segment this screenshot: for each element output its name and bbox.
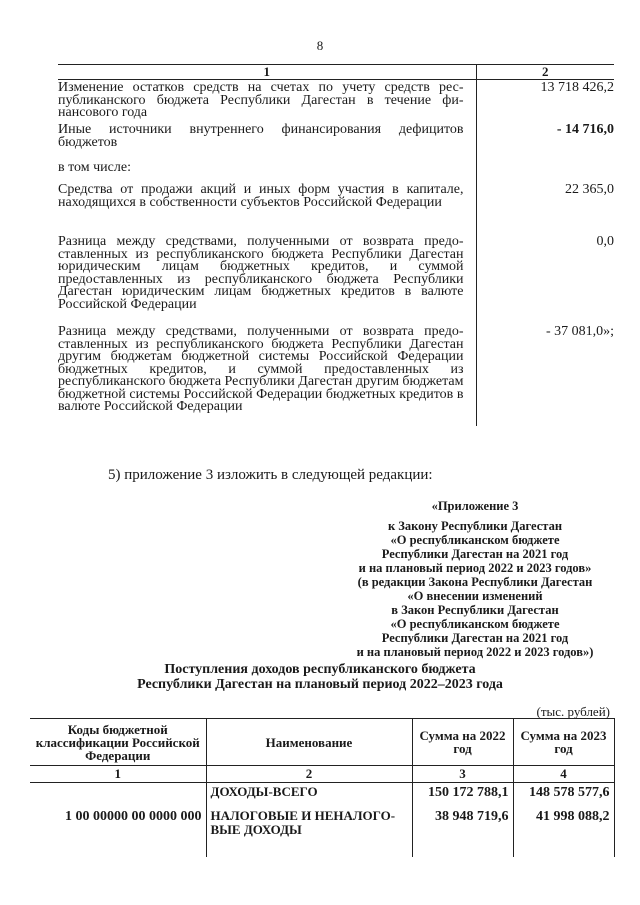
row-text: в том числе: (58, 161, 476, 182)
row-value: 22 365,0 (565, 182, 614, 197)
appendix-line: «О внесении изменений (407, 589, 543, 603)
header-codes: Коды бюджетной классификации Российской Федерации (30, 719, 206, 766)
title-line: Республики Дагестан на плановый период 2022–2023 года (137, 677, 503, 692)
header-sum-2023: Сумма на 2023 год (513, 719, 614, 766)
table-row (30, 783, 614, 808)
appendix-line: «Приложение 3 (431, 499, 519, 513)
table-row (58, 80, 614, 123)
table-row (30, 807, 614, 857)
table-row (58, 122, 614, 161)
appendix-line: и на плановый период 2022 и 2023 годов» (358, 561, 592, 575)
row-value: - 37 081,0»; (545, 324, 614, 339)
header-sum-2022: Сумма на 2022 год (412, 719, 513, 766)
page-number: 8 (316, 38, 324, 53)
table-row (58, 161, 614, 182)
appendix-line: (в редакции Закона Республики Дагестан (357, 575, 593, 589)
page-title (0, 662, 640, 692)
appendix-line: в Закон Республики Дагестан (391, 603, 559, 617)
index-cell: 1 (30, 766, 206, 783)
appendix-header (330, 499, 620, 659)
amendment-item-5: 5) приложение 3 изложить в следующей редакции: (108, 467, 433, 483)
title-line: Поступления доходов республиканского бюджета (164, 662, 476, 677)
sum-2022-cell: 150 172 788,1 (412, 783, 513, 808)
table-row (58, 326, 614, 426)
financing-sources-table (58, 64, 614, 426)
header-name: Наименование (206, 719, 412, 766)
row-value: - 14 716,0 (556, 122, 614, 137)
appendix-line: «О республиканском бюджете (390, 617, 560, 631)
index-cell: 2 (206, 766, 412, 783)
name-cell: ДОХОДЫ-ВСЕГО (206, 783, 412, 808)
column-header-2: 2 (476, 65, 614, 80)
row-text: Изменение остатков средств на счетах по учету средств республиканского бюджета Республики Дагестан в течение финансового года (58, 80, 476, 123)
appendix-line: «О республиканском бюджете (390, 533, 560, 547)
code-cell (30, 783, 206, 808)
table-row (58, 236, 614, 326)
row-text: Разница между средствами, полученными от возврата предоставленных из республиканского бюджета Республики Дагестан другим бюджетам бюджетной системы Российской Федерации бюджетных кредитов, и суммой предоставленных из республиканского бюджета Республики Дагестан другим бюджетам бюджетной системы Российской Федерации бюджетных кредитов в валюте Российской Федерации (58, 326, 476, 426)
row-text: Разница между средствами, полученными от возврата предоставленных из республиканского бюджета Республики Дагестан юридическим лицам бюджетных кредитов, и суммой предоставленных из республиканского бюджета Республики Дагестан юридическим лицам бюджетных кредитов в валюте Российской Федерации (58, 236, 476, 326)
appendix-line: и на плановый период 2022 и 2023 годов») (356, 645, 594, 659)
sum-2023-cell: 41 998 088,2 (513, 807, 614, 857)
column-header-1: 1 (58, 65, 476, 80)
code-cell: 1 00 00000 00 0000 000 (30, 807, 206, 857)
sum-2023-cell: 148 578 577,6 (513, 783, 614, 808)
row-value: 13 718 426,2 (540, 80, 614, 95)
row-text: Иные источники внутреннего финансирования дефицитов бюджетов (58, 122, 476, 161)
row-value (476, 161, 614, 182)
index-cell: 3 (412, 766, 513, 783)
name-cell: НАЛОГОВЫЕ И НЕНАЛОГОВЫЕ ДОХОДЫ (206, 807, 412, 857)
appendix-line: Республики Дагестан на 2021 год (381, 547, 569, 561)
table-row (58, 182, 614, 236)
sum-2022-cell: 38 948 719,6 (412, 807, 513, 857)
row-text: Средства от продажи акций и иных форм участия в капитале, находящихся в собственности субъектов Российской Федерации (58, 182, 476, 236)
units-label: (тыс. рублей) (536, 704, 610, 719)
income-table (30, 718, 615, 857)
row-value: 0,0 (596, 234, 614, 249)
appendix-line: Республики Дагестан на 2021 год (381, 631, 569, 645)
index-cell: 4 (513, 766, 614, 783)
appendix-line: к Закону Республики Дагестан (387, 519, 563, 533)
